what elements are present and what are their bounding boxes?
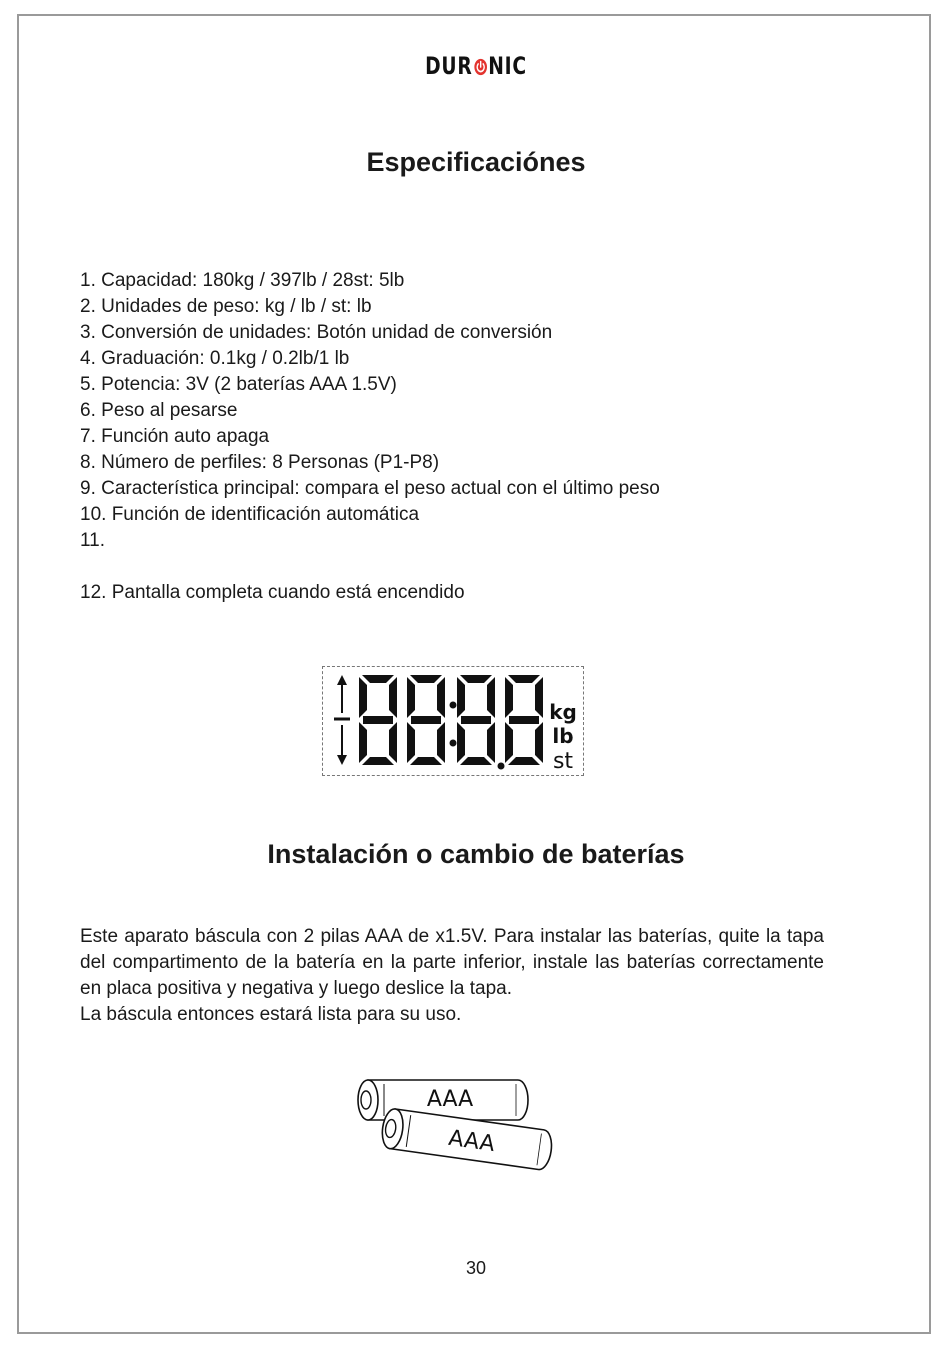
item-text: Peso al pesarse [101, 400, 238, 421]
item-text: Función de identificación automática [111, 504, 420, 525]
item-text: Función auto apaga [101, 426, 270, 447]
specs-title: Especificaciónes [366, 147, 586, 177]
lcd-segment [437, 722, 445, 763]
lcd-segment [437, 677, 445, 718]
lcd-colon-dot [450, 740, 457, 747]
aaa-batteries-illustration [354, 1074, 556, 1172]
item-number: 6. [80, 400, 96, 421]
battery-top [358, 1080, 528, 1120]
battery-label: AAA [446, 1125, 497, 1158]
list-item [80, 346, 660, 372]
unit-st: st [552, 749, 574, 774]
list-item [80, 476, 660, 502]
item-number: 2. [80, 296, 96, 317]
lcd-segment [535, 677, 543, 718]
lcd-segment [457, 677, 465, 718]
lcd-segment [460, 675, 492, 683]
lcd-segment [505, 722, 513, 763]
list-item [80, 320, 660, 346]
lcd-segment [362, 757, 394, 765]
item-number: 1. [80, 270, 96, 291]
list-item [80, 294, 660, 320]
weight-trend-arrows-icon [334, 675, 350, 765]
lcd-display-illustration [322, 666, 584, 776]
lcd-segment [389, 722, 397, 763]
lcd-segment [363, 716, 393, 724]
paragraph-text: La báscula entonces estará lista para su uso. [80, 1004, 462, 1025]
spec-list [80, 268, 660, 606]
list-item [80, 424, 660, 450]
lcd-segment [505, 677, 513, 718]
item-number: 4. [80, 348, 96, 369]
brand-logo [105, 52, 848, 80]
list-item [80, 528, 660, 554]
lcd-segment [487, 722, 495, 763]
lcd-segment [410, 757, 442, 765]
lcd-segment [411, 716, 441, 724]
batteries-title: Instalación o cambio de baterías [267, 839, 685, 869]
lcd-segment [461, 716, 491, 724]
list-item [80, 398, 660, 424]
unit-lb: lb [552, 724, 574, 748]
paragraph-text: Este aparato báscula con 2 pilas AAA de x1.5V. Para instalar las baterías, quite la tapa del compartimento de la batería en la parte inferior, instale las baterías correctamente en placa positiva y negativa y luego deslice la tapa. [80, 926, 824, 999]
list-item [80, 502, 660, 528]
lcd-segment [359, 677, 367, 718]
item-text: Conversión de unidades: Botón unidad de conversión [101, 322, 553, 343]
page-number: 30 [465, 1258, 487, 1278]
item-number: 5. [80, 374, 96, 395]
logo-text-left: DUR [425, 52, 473, 80]
item-number: 8. [80, 452, 96, 473]
item-number: 9. [80, 478, 96, 499]
lcd-segment [457, 722, 465, 763]
item-number: 11. [80, 530, 106, 551]
lcd-segment [487, 677, 495, 718]
lcd-segment [359, 722, 367, 763]
logo-text-right: NIC [488, 52, 527, 80]
item-number: 12. [80, 582, 107, 603]
lcd-segment [389, 677, 397, 718]
list-item [80, 372, 660, 398]
lcd-segment [460, 757, 492, 765]
lcd-segment [407, 722, 415, 763]
lcd-digits [359, 675, 543, 765]
item-number: 7. [80, 426, 96, 447]
item-text: Potencia: 3V (2 baterías AAA 1.5V) [101, 374, 397, 395]
lcd-colon-dot [450, 702, 457, 709]
lcd-segment [509, 716, 539, 724]
power-icon [473, 58, 487, 76]
item-text: Número de perfiles: 8 Personas (P1-P8) [101, 452, 440, 473]
item-number: 3. [80, 322, 96, 343]
item-number: 10. [80, 504, 107, 525]
lcd-segment [535, 722, 543, 763]
item-text: Pantalla completa cuando está encendido [111, 582, 465, 603]
item-text: Característica principal: compara el peso actual con el último peso [101, 478, 660, 499]
batteries-paragraph [80, 924, 824, 1028]
list-item [80, 268, 660, 294]
lcd-segment [407, 677, 415, 718]
battery-label: AAA [426, 1087, 474, 1112]
item-text: Capacidad: 180kg / 397lb / 28st: 5lb [101, 270, 405, 291]
lcd-decimal-point [498, 763, 505, 770]
item-text: Graduación: 0.1kg / 0.2lb/1 lb [101, 348, 350, 369]
list-item [80, 450, 660, 476]
lcd-segment [410, 675, 442, 683]
lcd-display-graphic [323, 667, 583, 775]
lcd-segment [508, 675, 540, 683]
unit-kg: kg [549, 700, 577, 724]
lcd-segment [508, 757, 540, 765]
list-item [80, 580, 660, 606]
item-text: Unidades de peso: kg / lb / st: lb [101, 296, 372, 317]
lcd-segment [362, 675, 394, 683]
battery-icon [354, 1074, 556, 1172]
